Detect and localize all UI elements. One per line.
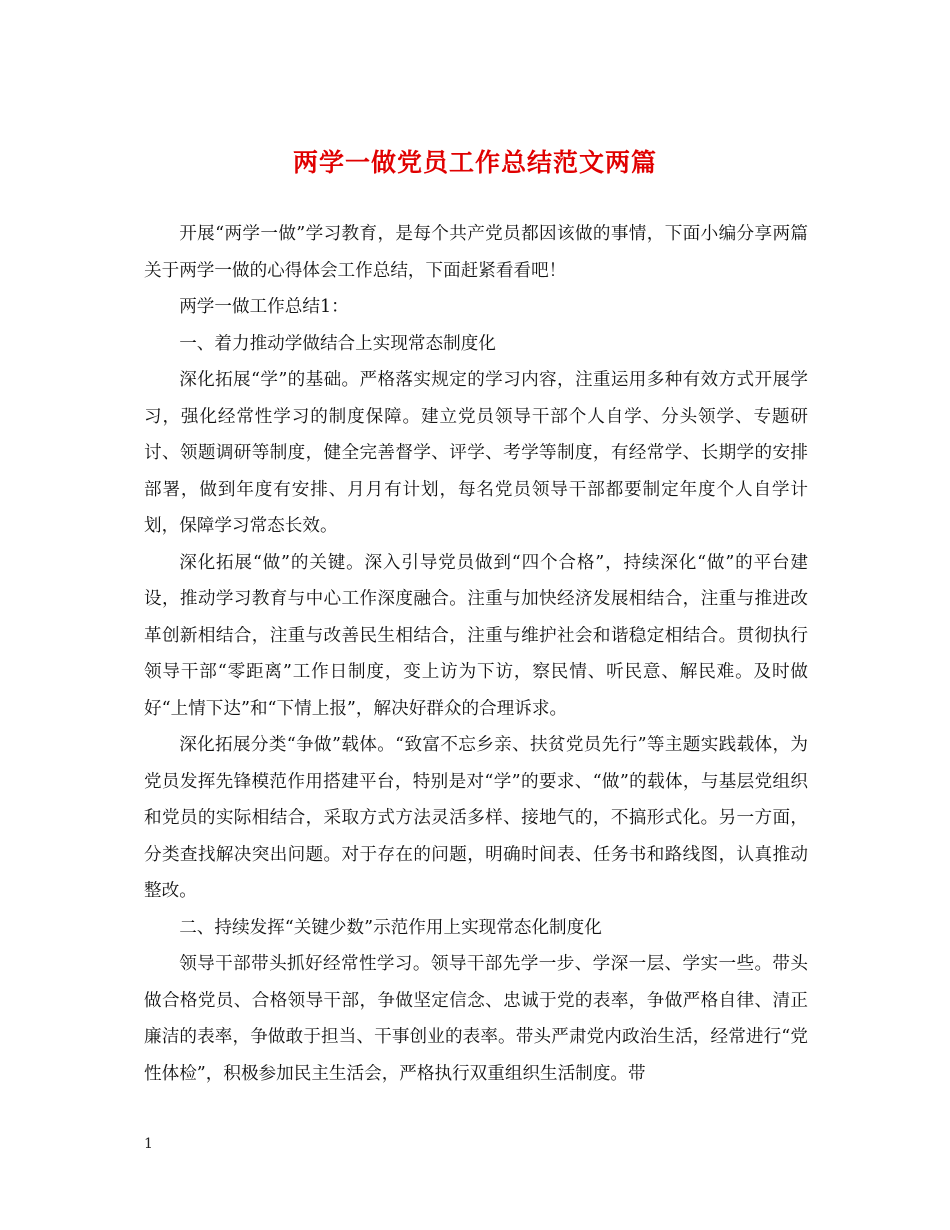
document-body bbox=[144, 216, 808, 1092]
body-paragraph: 深化拓展“做”的关键。深入引导党员做到“四个合格”，持续深化“做”的平台建设，推动学习教育与中心工作深度融合。注重与加快经济发展相结合，注重与推进改革创新相结合，注重与改善民生相结合，注重与维护社会和谐稳定相结合。贯彻执行领导干部“零距离”工作日制度，变上访为下访，察民情、听民意、解民难。及时做好“上情下达”和“下情上报”，解决好群众的合理诉求。 bbox=[144, 552, 808, 719]
body-paragraph: 深化拓展分类“争做”载体。“致富不忘乡亲、扶贫党员先行”等主题实践载体，为党员发挥先锋模范作用搭建平台，特别是对“学”的要求、“做”的载体，与基层党组织和党员的实际相结合，采取方式方法灵活多样、接地气的，不搞形式化。另一方面，分类查找解决突出问题。对于存在的问题，明确时间表、任务书和路线图，认真推动整改。 bbox=[144, 735, 808, 901]
section-heading-1: 一、着力推动学做结合上实现常态制度化 bbox=[179, 333, 496, 354]
intro-paragraph: 开展“两学一做”学习教育，是每个共产党员都因该做的事情，下面小编分享两篇关于两学一做的心得体会工作总结，下面赶紧看看吧！ bbox=[144, 224, 808, 281]
section-heading-2: 二、持续发挥“关键少数”示范作用上实现常态化制度化 bbox=[179, 917, 602, 938]
body-paragraph: 领导干部带头抓好经常性学习。领导干部先学一步、学深一层、学实一些。带头做合格党员、合格领导干部，争做坚定信念、忠诚于党的表率，争做严格自律、清正廉洁的表率，争做敢于担当、干事创业的表率。带头严肃党内政治生活，经常进行“党性体检”，积极参加民主生活会，严格执行双重组织生活制度。带 bbox=[144, 954, 808, 1084]
summary-heading: 两学一做工作总结1： bbox=[179, 297, 349, 317]
document-title: 两学一做党员工作总结范文两篇 bbox=[292, 148, 657, 177]
page-number: 1 bbox=[144, 1136, 153, 1152]
body-paragraph: 深化拓展“学”的基础。严格落实规定的学习内容，注重运用多种有效方式开展学习，强化经常性学习的制度保障。建立党员领导干部个人自学、分头领学、专题研讨、领题调研等制度，健全完善督学、评学、考学等制度，有经常学、长期学的安排部署，做到年度有安排、月月有计划，每名党员领导干部都要制定年度个人自学计划，保障学习常态长效。 bbox=[144, 370, 808, 536]
